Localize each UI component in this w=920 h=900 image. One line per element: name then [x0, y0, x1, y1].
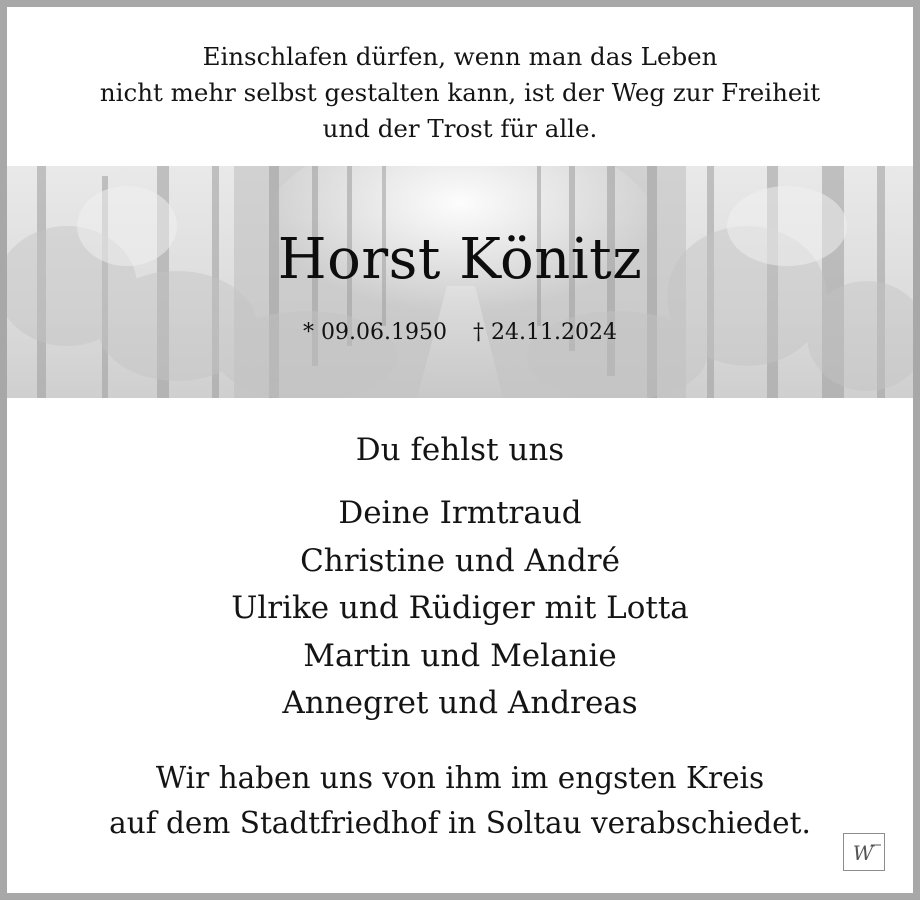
- birth-date: * 09.06.1950: [303, 320, 447, 345]
- closing-text: [0, 756, 920, 846]
- intro-line: und der Trost für alle.: [322, 114, 598, 143]
- mourners-list: [0, 490, 920, 728]
- mourner-name: Annegret und Andreas: [282, 685, 638, 721]
- intro-quote: [14, 39, 906, 147]
- closing-line: Wir haben uns von ihm im engsten Kreis: [155, 761, 765, 795]
- intro-line: Einschlafen dürfen, wenn man das Leben: [202, 42, 718, 71]
- deceased-name: Horst Könitz: [277, 227, 643, 292]
- intro-line: nicht mehr selbst gestalten kann, ist der Weg zur Freiheit: [99, 78, 821, 107]
- death-date: † 24.11.2024: [473, 320, 617, 345]
- mourner-name: Ulrike und Rüdiger mit Lotta: [231, 590, 689, 626]
- publisher-logo-icon: [843, 833, 885, 871]
- message-line: Du fehlst uns: [355, 432, 565, 468]
- mourner-name: Christine und André: [300, 542, 620, 579]
- mourner-name: Deine Irmtraud: [338, 495, 582, 531]
- logo-letter: W: [852, 841, 874, 865]
- mourner-name: Martin und Melanie: [303, 637, 617, 674]
- life-dates: [0, 318, 920, 348]
- closing-line: auf dem Stadtfriedhof in Soltau verabschiedet.: [109, 806, 811, 840]
